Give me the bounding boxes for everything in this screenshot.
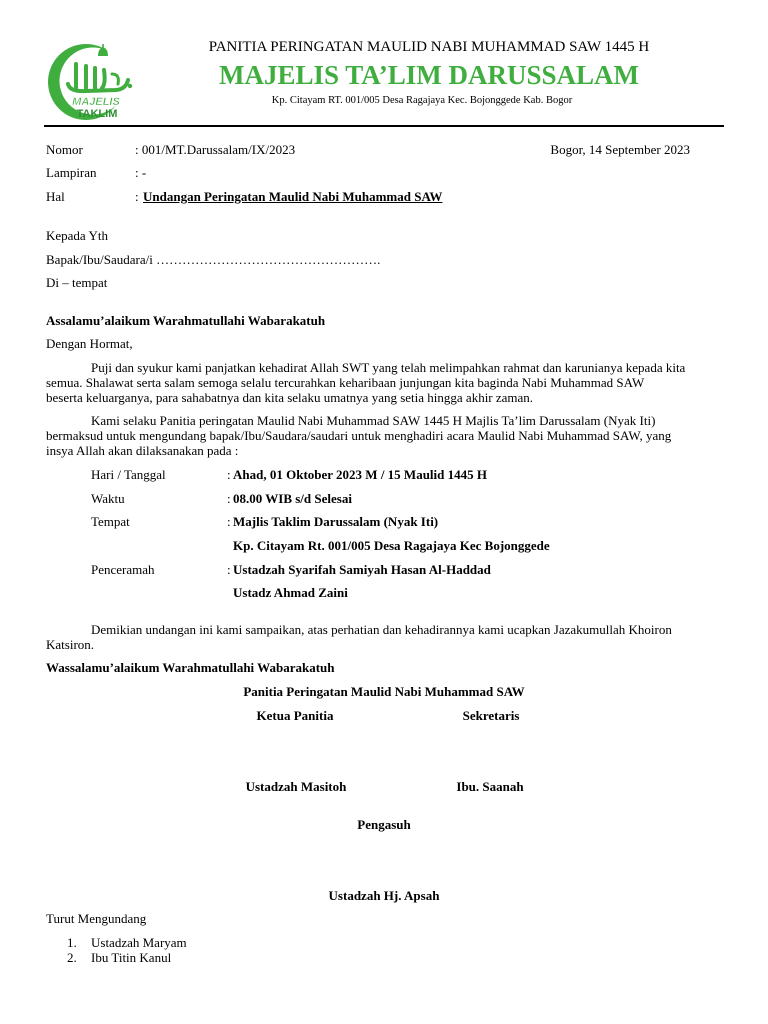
letterhead-divider — [44, 125, 724, 127]
chair-name: Ustadzah Masitoh — [245, 779, 347, 794]
paragraph-line: insya Allah akan dilaksanakan pada : — [46, 443, 239, 458]
opening-salam: Assalamu’alaikum Warahmatullahi Wabarakatuh — [46, 313, 326, 328]
hal-colon: : — [135, 189, 139, 204]
lampiran-value: : - — [135, 165, 147, 180]
paragraph-line: semua. Shalawat serta salam semoga selalu tercurahkan keharibaan junjungan kita baginda Nabi Muhammad SAW — [46, 375, 645, 390]
event-colon: : — [227, 514, 231, 529]
paragraph-line: Katsiron. — [46, 637, 95, 652]
place-date: Bogor, 14 September 2023 — [550, 142, 690, 157]
hal-subject: Undangan Peringatan Maulid Nabi Muhammad SAW — [143, 189, 443, 204]
closing-salam: Wassalamu’alaikum Warahmatullahi Wabarakatuh — [46, 660, 335, 675]
event-speaker-1: Ustadzah Syarifah Samiyah Hasan Al-Haddad — [233, 562, 491, 577]
paragraph-line: Puji dan syukur kami panjatkan kehadirat Allah SWT yang telah melimpahkan rahmat dan karunianya kepada kita — [91, 360, 686, 375]
event-speaker-2: Ustadz Ahmad Zaini — [233, 585, 348, 600]
advisor-title: Pengasuh — [357, 817, 411, 832]
paragraph-line: beserta keluarganya, para sahabatnya dan kita selaku umatnya yang setia hingga akhir zaman. — [46, 390, 534, 405]
co-inviters-heading: Turut Mengundang — [46, 911, 147, 926]
list-item-number: 2. — [67, 950, 77, 965]
event-date-value: Ahad, 01 Oktober 2023 M / 15 Maulid 1445 H — [233, 467, 488, 482]
event-colon: : — [227, 562, 231, 577]
event-venue-value: Majlis Taklim Darussalam (Nyak Iti) — [233, 514, 439, 529]
event-speaker-label: Penceramah — [91, 562, 155, 577]
closing-paragraph — [46, 622, 672, 652]
logo-text-taklim: TAKLIM — [76, 108, 118, 120]
organization-address: Kp. Citayam RT. 001/005 Desa Ragajaya Kec. Bojonggede Kab. Bogor — [271, 95, 573, 106]
advisor-name: Ustadzah Hj. Apsah — [328, 888, 440, 903]
list-item: Ibu Titin Kanul — [91, 950, 172, 965]
organization-logo — [46, 44, 140, 122]
event-venue-label: Tempat — [91, 514, 130, 529]
event-date-label: Hari / Tanggal — [91, 467, 166, 482]
paragraph-line: Demikian undangan ini kami sampaikan, atas perhatian dan kehadirannya kami ucapkan Jazakumullah Khoiron — [91, 622, 672, 637]
paragraph-1 — [46, 360, 685, 405]
secretary-title: Sekretaris — [462, 708, 520, 723]
event-venue-address: Kp. Citayam Rt. 001/005 Desa Ragajaya Kec Bojonggede — [233, 538, 550, 553]
paragraph-line: bermaksud untuk mengundang bapak/Ibu/Saudara/saudari untuk menghadiri acara Maulid Nabi Muhammad SAW, yang — [46, 428, 672, 443]
event-time-label: Waktu — [91, 491, 125, 506]
hal-label: Hal — [46, 189, 65, 204]
signature-committee: Panitia Peringatan Maulid Nabi Muhammad SAW — [243, 684, 525, 699]
logo-text-majelis: MAJELIS — [72, 96, 120, 108]
nomor-label: Nomor — [46, 142, 83, 157]
paragraph-line: Kami selaku Panitia peringatan Maulid Nabi Muhammad SAW 1445 H Majlis Ta’lim Darussalam (Nyak Iti) — [91, 413, 656, 428]
chair-title: Ketua Panitia — [256, 708, 334, 723]
event-time-value: 08.00 WIB s/d Selesai — [233, 491, 352, 506]
opening-greeting: Dengan Hormat, — [46, 336, 133, 351]
paragraph-2 — [46, 413, 671, 458]
secretary-name: Ibu. Saanah — [456, 779, 524, 794]
list-item: Ustadzah Maryam — [91, 935, 187, 950]
mosque-dome-icon — [98, 44, 108, 56]
lampiran-label: Lampiran — [46, 165, 97, 180]
recipient-name-line: Bapak/Ibu/Saudara/i ……………………………………………. — [46, 252, 381, 267]
event-colon: : — [227, 467, 231, 482]
list-item-number: 1. — [67, 935, 77, 950]
nomor-value: : 001/MT.Darussalam/IX/2023 — [135, 142, 296, 157]
recipient-place: Di – tempat — [46, 275, 108, 290]
recipient-greeting: Kepada Yth — [46, 228, 108, 243]
organization-name: MAJELIS TA’LIM DARUSSALAM — [218, 60, 640, 90]
event-colon: : — [227, 491, 231, 506]
committee-heading: PANITIA PERINGATAN MAULID NABI MUHAMMAD SAW 1445 H — [208, 39, 650, 55]
